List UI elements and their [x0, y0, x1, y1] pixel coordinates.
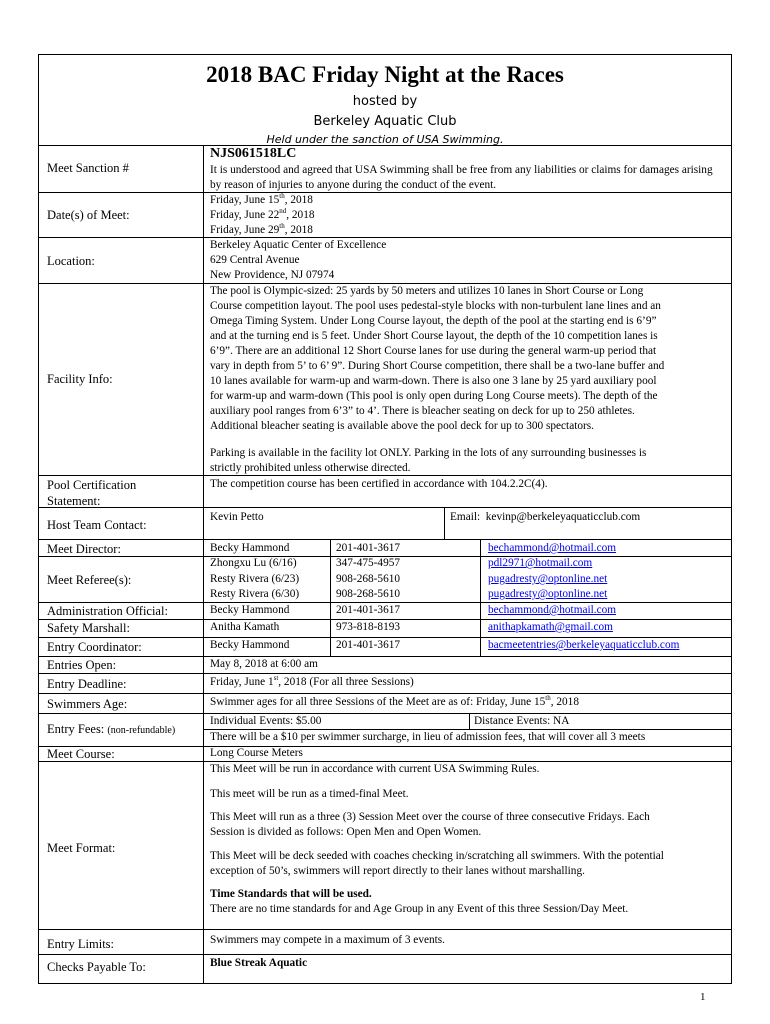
certification-label-2: Statement:: [47, 494, 101, 508]
meet-date-3: Friday, June 29th, 2018: [210, 222, 313, 236]
facility-line: auxiliary pool ranges from 6’3” to 4’. There is bleacher seating on deck for up to 250 athletes.: [210, 405, 635, 417]
time-standards-text: There are no time standards for and Age Group in any Event of this three Session/Day Meet.: [210, 903, 629, 915]
meet-director-label: Meet Director:: [47, 542, 121, 556]
official-email-link[interactable]: pugadresty@optonline.net: [488, 588, 608, 600]
facility-label: Facility Info:: [47, 372, 113, 386]
official-email-link[interactable]: pugadresty@optonline.net: [488, 573, 608, 585]
official-name: Anitha Kamath: [210, 621, 280, 633]
host-contact-name: Kevin Petto: [210, 511, 264, 523]
meet-format-label: Meet Format:: [47, 841, 116, 855]
location-line: 629 Central Avenue: [210, 254, 300, 266]
entry-limits-value: Swimmers may compete in a maximum of 3 events.: [210, 934, 445, 946]
meet-course-value: Long Course Meters: [210, 747, 303, 759]
facility-line: Course competition layout. The pool uses pedestal-style blocks with non-turbulent lane lines and an: [210, 300, 661, 312]
facility-line: vary in depth from 5’ to 6’ 9”. During Short Course competition, there shall be a two-lane buffer and: [210, 360, 665, 372]
official-name: Resty Rivera (6/23): [210, 573, 300, 585]
format-timed-final: This meet will be run as a timed-final Meet.: [210, 788, 409, 800]
facility-line: Additional bleacher seating is available above the pool deck for up to 300 spectators.: [210, 420, 594, 432]
certification-label: Pool Certification: [47, 478, 137, 492]
official-phone: 973-818-8193: [336, 621, 401, 633]
row-divider: [38, 954, 732, 955]
format-sessions-line: Session is divided as follows: Open Men and Open Women.: [210, 826, 482, 838]
official-name: Becky Hammond: [210, 542, 290, 554]
official-phone: 201-401-3617: [336, 542, 401, 554]
entry-deadline-value: Friday, June 1st, 2018 (For all three Sessions): [210, 674, 414, 688]
entry-limits-label: Entry Limits:: [47, 937, 115, 951]
row-divider: [38, 929, 732, 930]
individual-events-fee: Individual Events: $5.00: [210, 715, 322, 727]
meet-title: 2018 BAC Friday Night at the Races: [206, 62, 564, 87]
facility-line: 6’9”. There are an additional 12 Short Course lanes for use during the general warm-up period that: [210, 345, 657, 357]
entries-open-label: Entries Open:: [47, 658, 117, 672]
facility-line: Omega Timing System. Under Long Course layout, the depth of the pool at the starting end is 6’9”: [210, 315, 657, 327]
entry-fees-label: Entry Fees: (non-refundable): [47, 722, 176, 736]
official-email-link[interactable]: pdl2971@hotmail.com: [488, 557, 593, 569]
row-divider: [38, 507, 732, 508]
official-name: Becky Hammond: [210, 639, 290, 651]
admin-official-label: Administration Official:: [47, 604, 168, 618]
row-divider: [38, 539, 732, 540]
facility-line: 10 lanes available for warm-up and warm-down. There is also one 3 lane by 25 yard auxiliary pool: [210, 375, 657, 387]
host-email: Email: kevinp@berkeleyaquaticclub.com: [450, 511, 641, 523]
hosted-by: hosted by: [352, 94, 418, 109]
sanction-number: NJS061518LC: [210, 146, 297, 161]
host-club: Berkeley Aquatic Club: [313, 114, 457, 129]
facility-line: The pool is Olympic-sized: 25 yards by 50 meters and utilizes 10 lanes in Short Course or Long: [210, 285, 644, 297]
location-line: Berkeley Aquatic Center of Excellence: [210, 239, 387, 251]
entry-coordinator-label: Entry Coordinator:: [47, 640, 142, 654]
sanction-note: Held under the sanction of USA Swimming.: [266, 133, 504, 146]
official-phone: 908-268-5610: [336, 588, 401, 600]
meet-course-label: Meet Course:: [47, 747, 115, 761]
swimmers-age-label: Swimmers Age:: [47, 697, 128, 711]
official-email-link[interactable]: anithapkamath@gmail.com: [488, 621, 613, 633]
facility-line: for warm-up and warm-down (This pool is only open during Long Course meets). The depth of the: [210, 390, 658, 402]
parking-line: strictly prohibited unless otherwise directed.: [210, 462, 411, 474]
location-line: New Providence, NJ 07974: [210, 269, 335, 281]
location-label: Location:: [47, 254, 95, 268]
official-phone: 908-268-5610: [336, 573, 401, 585]
official-email-link[interactable]: bacmeetentries@berkeleyaquaticclub.com: [488, 639, 680, 651]
official-email-link[interactable]: bechammond@hotmail.com: [488, 604, 617, 616]
host-contact-label: Host Team Contact:: [47, 518, 147, 532]
official-name: Resty Rivera (6/30): [210, 588, 300, 600]
liability-disclaimer: It is understood and agreed that USA Swimming shall be free from any liabilities or claims for damages arising by reason of injuries to anyone during the conduct of the event.: [210, 164, 713, 192]
format-sessions-line: This Meet will run as a three (3) Session Meet over the course of three consecutive Fridays. Each: [210, 811, 650, 823]
swimmers-age-value: Swimmer ages for all three Sessions of the Meet are as of: Friday, June 15th, 2018: [210, 694, 579, 708]
parking-line: Parking is available in the facility lot ONLY. Parking in the lots of any surrounding businesses is: [210, 447, 647, 459]
cell-divider: [469, 713, 470, 729]
safety-marshall-label: Safety Marshall:: [47, 621, 130, 635]
row-divider: [38, 713, 732, 714]
checks-payable-value: Blue Streak Aquatic: [210, 957, 308, 969]
entries-open-value: May 8, 2018 at 6:00 am: [210, 658, 318, 670]
row-divider: [38, 746, 732, 747]
format-seeding-line: This Meet will be deck seeded with coaches checking in/scratching all swimmers. With the potential: [210, 850, 664, 862]
row-divider: [38, 693, 732, 694]
page-number: 1: [700, 991, 706, 1003]
official-phone: 201-401-3617: [336, 604, 401, 616]
sanction-label: Meet Sanction #: [47, 161, 129, 175]
official-name: Zhongxu Lu (6/16): [210, 557, 297, 569]
facility-line: and at the turning end is 5 feet. Under Short Course layout, the depth of the 10 competition lanes is: [210, 330, 658, 342]
entry-deadline-label: Entry Deadline:: [47, 677, 127, 691]
table-top-line: [38, 145, 732, 146]
meet-date-2: Friday, June 22nd, 2018: [210, 207, 315, 221]
row-divider: [38, 656, 732, 657]
official-phone: 347-475-4957: [336, 557, 401, 569]
certification-text: The competition course has been certified in accordance with 104.2.2C(4).: [210, 478, 548, 490]
meet-date-1: Friday, June 15th, 2018: [210, 192, 313, 206]
official-email-link[interactable]: bechammond@hotmail.com: [488, 542, 617, 554]
checks-payable-label: Checks Payable To:: [47, 960, 146, 974]
meet-referee-label: Meet Referee(s):: [47, 573, 132, 587]
official-name: Becky Hammond: [210, 604, 290, 616]
format-rules: This Meet will be run in accordance with current USA Swimming Rules.: [210, 763, 540, 775]
column-divider: [203, 145, 204, 984]
format-seeding-line: exception of 50’s, swimmers will report directly to their lanes without marshalling.: [210, 865, 585, 877]
official-phone: 201-401-3617: [336, 639, 401, 651]
dates-label: Date(s) of Meet:: [47, 208, 130, 222]
time-standards-heading: Time Standards that will be used.: [210, 888, 372, 900]
surcharge-note: There will be a $10 per swimmer surcharge, in lieu of admission fees, that will cover all 3 meets: [210, 731, 646, 743]
cell-divider: [444, 507, 445, 539]
row-divider: [38, 673, 732, 674]
distance-events-fee: Distance Events: NA: [474, 715, 570, 727]
